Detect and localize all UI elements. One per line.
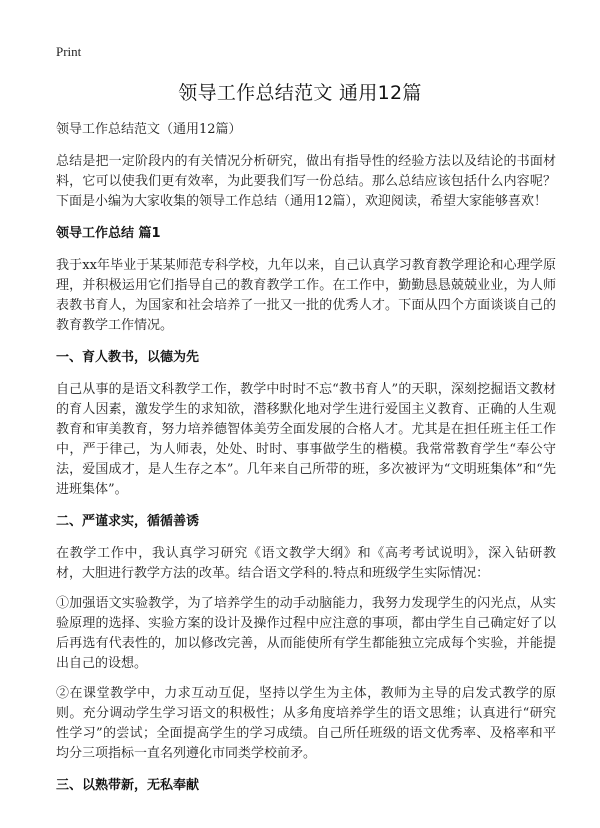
paragraph-1: 我于xx年毕业于某某师范专科学校，九年以来，自己认真学习教育教学理论和心理学原理，并积极运用它们指导自己的教育教学工作。在工作中，勤勤恳恳兢兢业业，为人师表教书育人，为国家和社会培养了一批又一批的优秀人才。下面从四个方面谈谈自己的教育教学工作情况。 [56,258,556,333]
section-title: 领导工作总结 篇1 [56,226,161,241]
intro-paragraph: 总结是把一定阶段内的有关情况分析研究，做出有指导性的经验方法以及结论的书面材料，它可以使我们更有效率，为此要我们写一份总结。那么总结应该包括什么内容呢？下面是小编为大家收集的领导工作总结（通用12篇），欢迎阅读，希望大家能够喜欢！ [56,154,556,209]
page-title: 领导工作总结范文 通用12篇 [178,82,422,104]
paragraph-3: 在教学工作中，我认真学习研究《语文教学大纲》和《高考考试说明》，深入钻研教材，大胆进行教学方法的改革。结合语文学科的.特点和班级学生实际情况： [56,546,556,581]
heading-2: 二、严谨求实，循循善诱 [56,514,200,529]
heading-3: 三、以熟带新，无私奉献 [56,778,200,793]
article-body [56,120,556,808]
paragraph-5: ②在课堂教学中，力求互动互促，坚持以学生为主体，教师为主导的启发式教学的原则。充分调动学生学习语文的积极性；从多角度培养学生的语文思维；认真进行“研究性学习”的尝试；全面提高学生的学习成绩。自己所任班级的语文优秀率、及格率和平均分三项指标一直名列遵化市同类学校前矛。 [56,686,556,761]
paragraph-4: ①加强语文实验教学，为了培养学生的动手动脑能力，我努力发现学生的闪光点，从实验原理的选择、实验方案的设计及操作过程中应注意的事项，都由学生自己确定好了以后再选有代表性的，加以修改完善，从而能使所有学生都能独立完成每个实验，并能提出自己的设想。 [56,596,556,671]
heading-1: 一、育人教书，以德为先 [56,350,200,365]
article-subtitle: 领导工作总结范文（通用12篇） [56,122,242,137]
paragraph-2: 自己从事的是语文科教学工作，教学中时时不忘“教书育人”的天职，深刻挖掘语文教材的育人因素，激发学生的求知欲，潜移默化地对学生进行爱国主义教育、正确的人生观教育和审美教育，努力培养德智体美劳全面发展的合格人才。尤其是在担任班主任工作中，严于律己，为人师表，处处、时时、事事做学生的楷模。我常常教育学生“奉公守法，爱国成才，是人生存之本”。几年来自己所带的班，多次被评为“文明班集体”和“先进班集体”。 [56,382,556,497]
print-link[interactable]: Print [56,44,82,59]
